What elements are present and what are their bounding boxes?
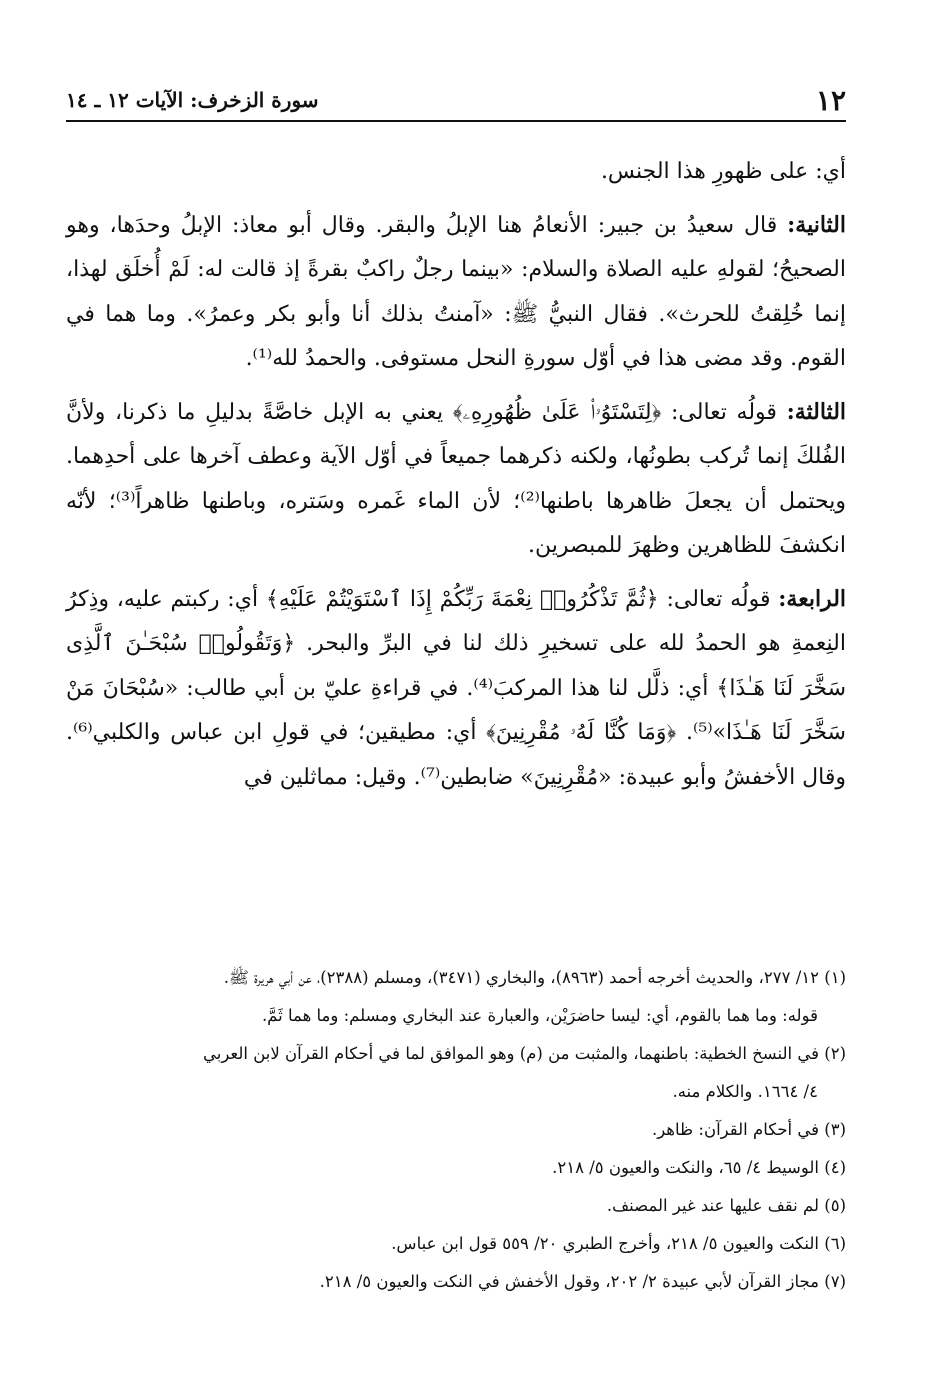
page-header: [66, 80, 846, 122]
paragraph-fourth: [66, 577, 846, 801]
main-text: [66, 150, 846, 808]
running-title: سورة الزخرف: الآيات ١٢ ـ ١٤: [66, 88, 319, 112]
footnote-6: (٦) النكت والعيون ٥/ ٢١٨، وأخرج الطبري ٢٠/ ٥٥٩ قول ابن عباس.: [391, 1234, 846, 1253]
footnote-3: (٣) في أحكام القرآن: ظاهر.: [651, 1120, 846, 1139]
footnote-2-continuation: ٤/ ١٦٦٤. والكلام منه.: [672, 1082, 818, 1101]
paragraph-intro: [66, 150, 846, 195]
paragraph-intro-text: أي: على ظهورِ هذا الجنس.: [600, 159, 846, 184]
page-number: ١٢: [815, 84, 846, 117]
footnote-5: (٥) لم نقف عليها عند غير المصنف.: [606, 1196, 846, 1215]
section-heading-second: الثانية:: [787, 211, 846, 238]
footnote-2: (٢) في النسخ الخطية: باطنهما، والمثبت من (م) وهو الموافق لما في أحكام القرآن لابن العربي: [202, 1044, 846, 1063]
footnote-4: (٤) الوسيط ٤/ ٦٥، والنكت والعيون ٥/ ٢١٨.: [552, 1158, 846, 1177]
footnotes: [66, 960, 846, 1302]
section-heading-third: الثالثة:: [786, 398, 847, 425]
paragraph-third-text: قولُه تعالى: ﴿لِتَسْتَوُۥا۟ عَلَىٰ ظُهُورِهِۦ﴾ يعني به الإبل خاصَّةً بدليلِ ما ذكرنا، ولأنَّ الفُلكَ إنما تُركب بطونُها، ولكنه ذكرهما جميعاً في أوّل الآية وعطف آخرها على أحدِهما. ويحتمل أن يجعلَ ظاهرها باطنها⁽²⁾؛ لأن الماء غَمره وسَتره، وباطنها ظاهراً⁽³⁾؛ لأنّه انكشفَ للظاهرين وظهرَ للمبصرين.: [66, 399, 846, 558]
paragraph-second-text: قال سعيدُ بن جبير: الأنعامُ هنا الإبلُ والبقر. وقال أبو معاذ: الإبلُ وحدَها، وهو الصحيحُ؛ لقولهِ عليه الصلاة والسلام: «بينما رجلٌ راكبٌ بقرةً إذ قالت له: لَمْ أُخلَق لهذا، إنما خُلِقتُ للحرث». فقال النبيُّ ﷺ: «آمنتُ بذلك أنا وأبو بكر وعمرُ». وما هما في القوم. وقد مضى هذا في أوّل سورةِ النحل مستوفى. والحمدُ لله⁽¹⁾.: [66, 212, 846, 371]
paragraph-third: [66, 390, 846, 569]
paragraph-fourth-text: قولُه تعالى: ﴿ثُمَّ تَذْكُرُوا۟ نِعْمَةَ رَبِّكُمْ إِذَا ٱسْتَوَيْتُمْ عَلَيْهِ﴾ أي: ركبتم عليه، وذِكرُ النِعمةِ هو الحمدُ لله على تسخيرِ ذلك لنا في البرِّ والبحر. ﴿وَتَقُولُوا۟ سُبْحَـٰنَ ٱلَّذِى سَخَّرَ لَنَا هَـٰذَا﴾ أي: ذلَّل لنا هذا المركبَ⁽⁴⁾. في قراءةِ عليّ بن أبي طالب: «سُبْحَانَ مَنْ سَخَّرَ لَنَا هَـٰذَا»⁽⁵⁾. ﴿وَمَا كُنَّا لَهُۥ مُقْرِنِينَ﴾ أي: مطيقين؛ في قولِ ابن عباس والكلبي⁽⁶⁾. وقال الأخفشُ وأبو عبيدة: «مُقْرِنِينَ» ضابطين⁽⁷⁾. وقيل: مماثلين في: [66, 586, 847, 790]
footnote-1: (١) ١٢/ ٢٧٧، والحديث أخرجه أحمد (٨٩٦٣)، والبخاري (٣٤٧١)، ومسلم (٢٣٨٨)، عن أبي هريرة ﷺ.: [223, 968, 846, 987]
footnote-1-continuation: قوله: وما هما بالقوم، أي: ليسا حاضرَيْن، والعبارة عند البخاري ومسلم: وما هما ثَمَّ.: [261, 1006, 818, 1025]
footnote-7: (٧) مجاز القرآن لأبي عبيدة ٢/ ٢٠٢، وقول الأخفش في النكت والعيون ٥/ ٢١٨.: [319, 1272, 846, 1291]
paragraph-second: [66, 203, 846, 382]
section-heading-fourth: الرابعة:: [778, 585, 847, 612]
